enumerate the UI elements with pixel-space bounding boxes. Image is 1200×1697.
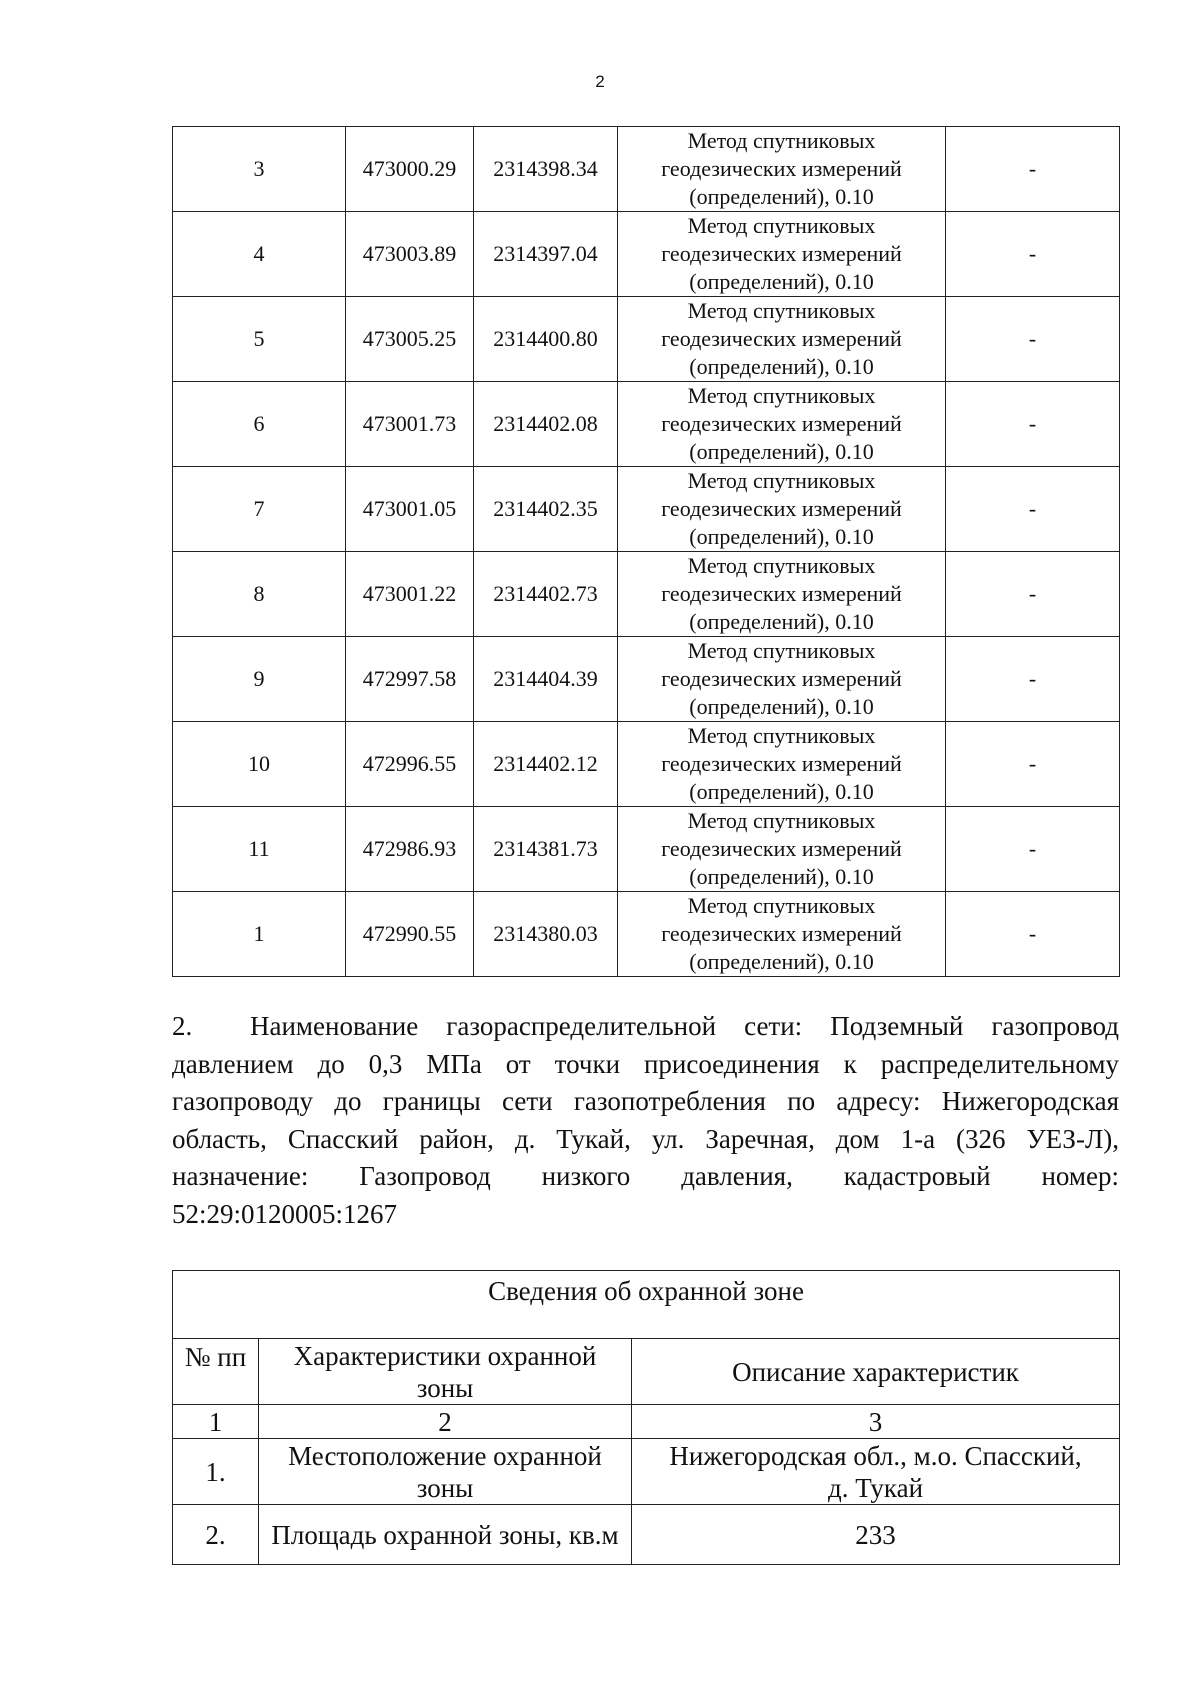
section-number: 2. (172, 1011, 193, 1041)
method-line: геодезических измерений (661, 751, 902, 776)
x-coordinate-cell: 473001.22 (346, 552, 474, 637)
method-line: (определений), 0.10 (689, 439, 874, 464)
method-line: геодезических измерений (661, 581, 902, 606)
method-line: Метод спутниковых (687, 723, 876, 748)
x-coordinate-cell: 472990.55 (346, 892, 474, 977)
table-row (173, 467, 1120, 552)
table-row (173, 127, 1120, 212)
table-row (173, 552, 1120, 637)
note-cell: - (946, 467, 1120, 552)
table-row (173, 637, 1120, 722)
note-cell: - (946, 552, 1120, 637)
note-cell: - (946, 382, 1120, 467)
note-cell: - (946, 127, 1120, 212)
y-coordinate-cell: 2314402.35 (474, 467, 618, 552)
row-characteristic (259, 1505, 632, 1565)
table-row (173, 722, 1120, 807)
page-number: 2 (595, 72, 605, 91)
index-cell: 3 (632, 1405, 1120, 1439)
header-num: № пп (173, 1339, 259, 1405)
y-coordinate-cell: 2314402.73 (474, 552, 618, 637)
point-cell: 11 (173, 807, 346, 892)
method-line: (определений), 0.10 (689, 269, 874, 294)
method-line: геодезических измерений (661, 666, 902, 691)
method-cell (618, 127, 946, 212)
section-2-paragraph (172, 1008, 1119, 1233)
note-cell: - (946, 212, 1120, 297)
method-line: геодезических измерений (661, 496, 902, 521)
y-coordinate-cell: 2314400.80 (474, 297, 618, 382)
x-coordinate-cell: 473000.29 (346, 127, 474, 212)
row-description-line: д. Тукай (828, 1472, 924, 1503)
method-cell (618, 467, 946, 552)
y-coordinate-cell: 2314402.08 (474, 382, 618, 467)
method-line: геодезических измерений (661, 156, 902, 181)
x-coordinate-cell: 473001.05 (346, 467, 474, 552)
method-line: (определений), 0.10 (689, 184, 874, 209)
note-cell: - (946, 722, 1120, 807)
point-cell: 4 (173, 212, 346, 297)
x-coordinate-cell: 472996.55 (346, 722, 474, 807)
note-cell: - (946, 892, 1120, 977)
section-text: Наименование газораспределительной сети: Подземный газопровод давлением до 0,3 МПа от точки присоединения к распределительному газопроводу до границы сети газопотребления по адресу: Нижегородская область, Спасский район, д. Тукай, ул. Заречная, дом 1-а (326 УЕЗ-Л), назначение: Газопровод низкого давления, кадастровый номер: 52:29:0120005:1267 (172, 1011, 1119, 1229)
row-characteristic-line: Площадь охранной зоны, кв.м (271, 1519, 619, 1550)
method-line: (определений), 0.10 (689, 354, 874, 379)
method-line: Метод спутниковых (687, 553, 876, 578)
index-cell: 1 (173, 1405, 259, 1439)
method-line: геодезических измерений (661, 836, 902, 861)
header-characteristics-line: зоны (416, 1372, 474, 1403)
method-line: (определений), 0.10 (689, 949, 874, 974)
note-cell: - (946, 297, 1120, 382)
method-line: (определений), 0.10 (689, 609, 874, 634)
table-row (173, 1439, 1120, 1505)
table-row (173, 1505, 1120, 1565)
y-coordinate-cell: 2314404.39 (474, 637, 618, 722)
table-row (173, 297, 1120, 382)
zone-table-title: Сведения об охранной зоне (173, 1271, 1120, 1339)
x-coordinate-cell: 473003.89 (346, 212, 474, 297)
point-cell: 1 (173, 892, 346, 977)
index-cell: 2 (259, 1405, 632, 1439)
y-coordinate-cell: 2314402.12 (474, 722, 618, 807)
row-num: 2. (173, 1505, 259, 1565)
method-line: Метод спутниковых (687, 468, 876, 493)
method-line: геодезических измерений (661, 326, 902, 351)
method-line: (определений), 0.10 (689, 694, 874, 719)
x-coordinate-cell: 473005.25 (346, 297, 474, 382)
method-line: (определений), 0.10 (689, 779, 874, 804)
method-line: Метод спутниковых (687, 213, 876, 238)
row-characteristic-line: Местоположение охранной (288, 1440, 602, 1471)
method-line: Метод спутниковых (687, 128, 876, 153)
row-num: 1. (173, 1439, 259, 1505)
row-description (632, 1439, 1120, 1505)
x-coordinate-cell: 472997.58 (346, 637, 474, 722)
method-line: геодезических измерений (661, 921, 902, 946)
header-characteristics (259, 1339, 632, 1405)
row-description-line: Нижегородская обл., м.о. Спасский, (669, 1440, 1082, 1471)
method-line: Метод спутниковых (687, 638, 876, 663)
row-characteristic-line: зоны (416, 1472, 474, 1503)
coordinates-table (172, 126, 1120, 977)
point-cell: 3 (173, 127, 346, 212)
point-cell: 6 (173, 382, 346, 467)
note-cell: - (946, 637, 1120, 722)
point-cell: 5 (173, 297, 346, 382)
method-cell (618, 297, 946, 382)
table-row (173, 382, 1120, 467)
row-characteristic (259, 1439, 632, 1505)
method-line: Метод спутниковых (687, 808, 876, 833)
x-coordinate-cell: 473001.73 (346, 382, 474, 467)
method-line: (определений), 0.10 (689, 524, 874, 549)
header-description: Описание характеристик (632, 1339, 1120, 1405)
y-coordinate-cell: 2314380.03 (474, 892, 618, 977)
point-cell: 9 (173, 637, 346, 722)
method-line: (определений), 0.10 (689, 864, 874, 889)
method-cell (618, 212, 946, 297)
point-cell: 10 (173, 722, 346, 807)
method-cell (618, 382, 946, 467)
method-line: Метод спутниковых (687, 298, 876, 323)
protection-zone-table (172, 1270, 1120, 1565)
method-line: Метод спутниковых (687, 383, 876, 408)
y-coordinate-cell: 2314398.34 (474, 127, 618, 212)
x-coordinate-cell: 472986.93 (346, 807, 474, 892)
point-cell: 8 (173, 552, 346, 637)
header-characteristics-line: Характеристики охранной (293, 1340, 597, 1371)
method-cell (618, 807, 946, 892)
table-row (173, 212, 1120, 297)
method-cell (618, 552, 946, 637)
row-description (632, 1505, 1120, 1565)
method-cell (618, 892, 946, 977)
method-cell (618, 637, 946, 722)
note-cell: - (946, 807, 1120, 892)
method-line: геодезических измерений (661, 241, 902, 266)
y-coordinate-cell: 2314397.04 (474, 212, 618, 297)
y-coordinate-cell: 2314381.73 (474, 807, 618, 892)
point-cell: 7 (173, 467, 346, 552)
table-row (173, 892, 1120, 977)
table-row (173, 807, 1120, 892)
row-description-line: 233 (855, 1519, 896, 1550)
method-line: Метод спутниковых (687, 893, 876, 918)
method-cell (618, 722, 946, 807)
method-line: геодезических измерений (661, 411, 902, 436)
